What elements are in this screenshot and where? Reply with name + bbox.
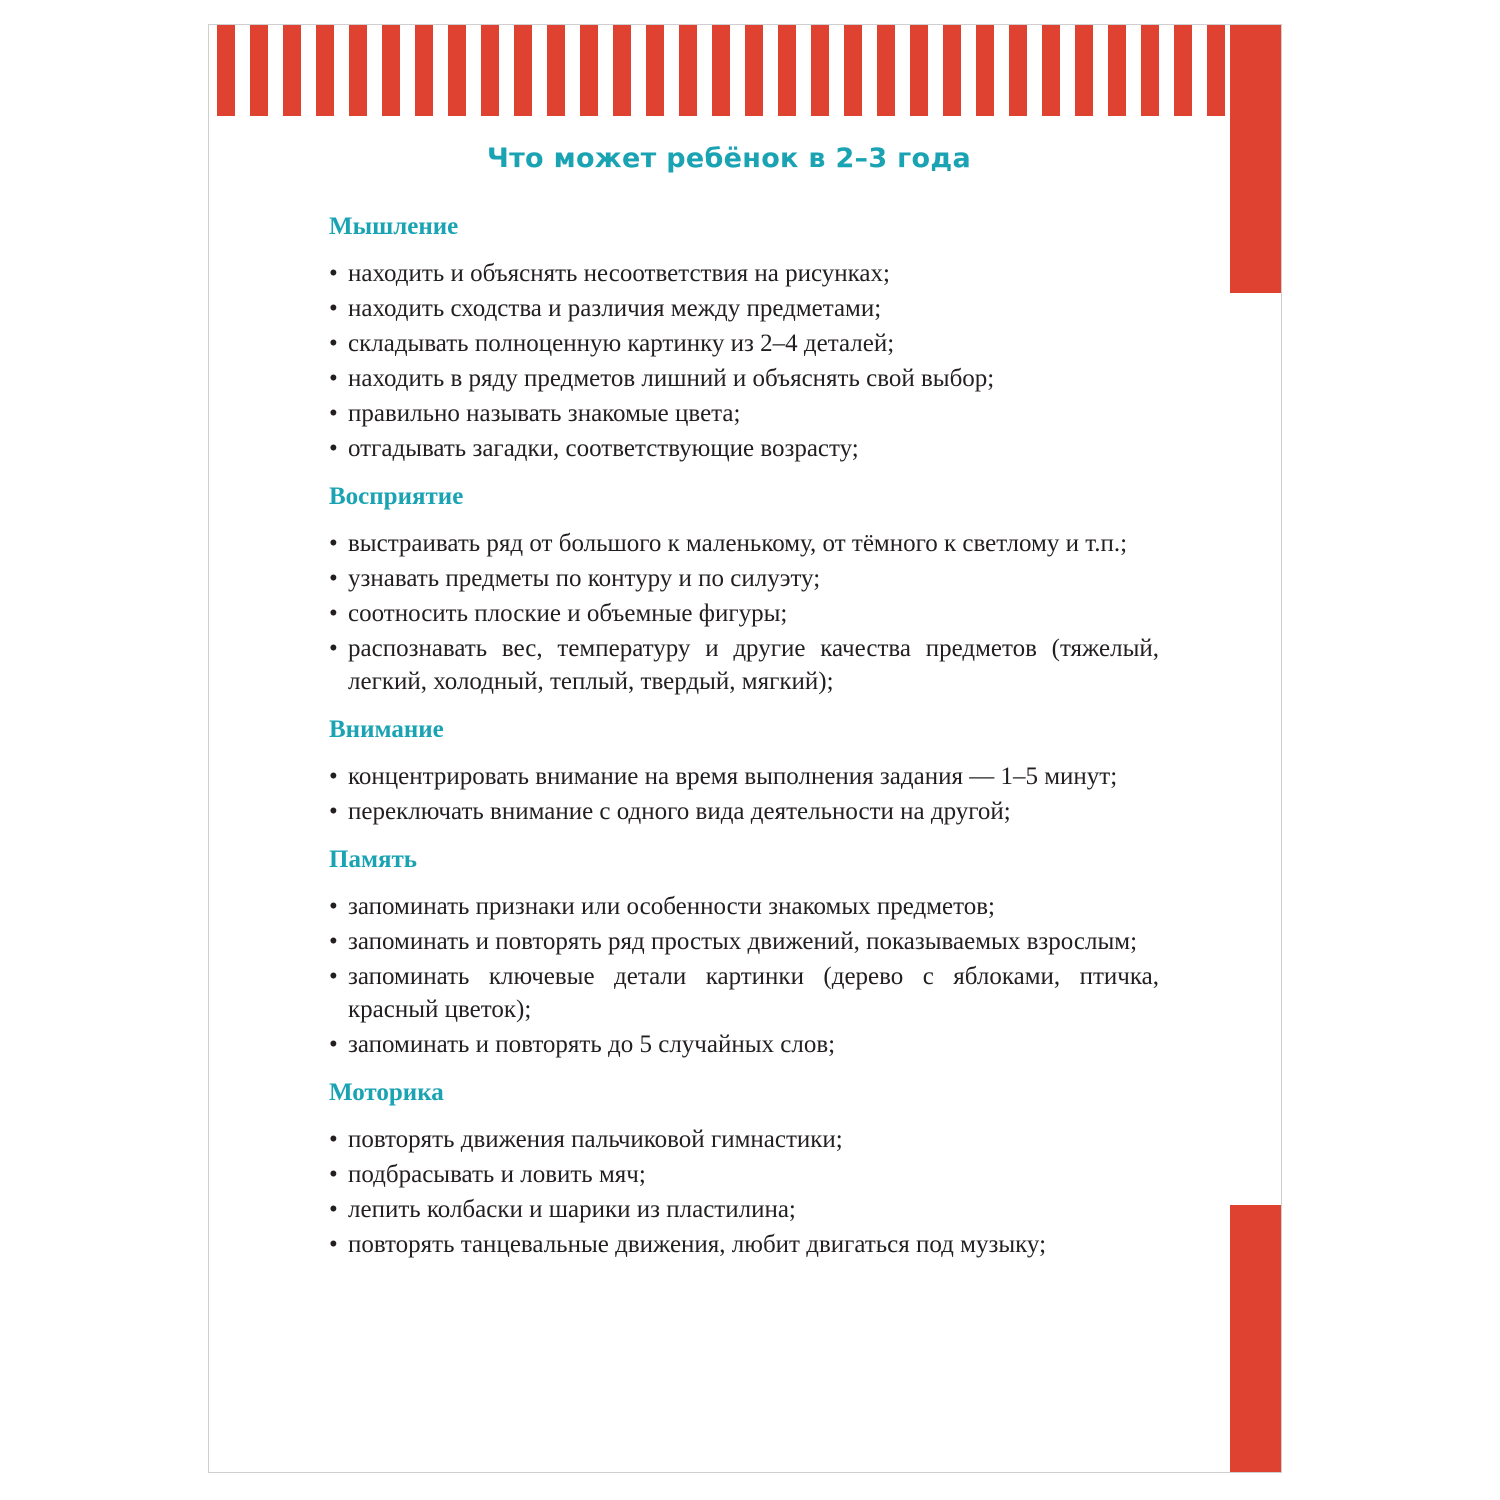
skill-list-item: • находить сходства и различия между предметами; [329, 292, 1159, 325]
side-bar-bottom-decoration [1230, 1205, 1281, 1473]
section-heading: Внимание [329, 716, 444, 743]
section-heading: Мышление [329, 213, 459, 240]
striped-header-decoration [217, 25, 1230, 116]
skill-list-item: • складывать полноценную картинку из 2–4 деталей; [329, 327, 1159, 360]
skill-list-item: • повторять танцевальные движения, любит двигаться под музыку; [329, 1228, 1159, 1261]
skill-list [329, 1123, 1159, 1261]
skill-list-item: • повторять движения пальчиковой гимнастики; [329, 1123, 1159, 1156]
skill-list-item: • лепить колбаски и шарики из пластилина; [329, 1193, 1159, 1226]
skill-list-item: • подбрасывать и ловить мяч; [329, 1158, 1159, 1191]
skill-list-item: • запоминать и повторять ряд простых движений, показываемых взрослым; [329, 925, 1159, 958]
skills-content [329, 207, 1159, 1273]
skill-list-item: • находить в ряду предметов лишний и объяснять свой выбор; [329, 362, 1159, 395]
skill-list-item: • правильно называть знакомые цвета; [329, 397, 1159, 430]
section-heading: Память [329, 846, 418, 873]
skill-list [329, 257, 1159, 465]
skill-list-item: • запоминать и повторять до 5 случайных слов; [329, 1028, 1159, 1061]
skill-list [329, 527, 1159, 698]
skill-list-item: • переключать внимание с одного вида деятельности на другой; [329, 795, 1159, 828]
skill-list-item: • отгадывать загадки, соответствующие возрасту; [329, 432, 1159, 465]
book-page [208, 24, 1282, 1473]
section-heading: Восприятие [329, 483, 464, 510]
skill-list-item: • концентрировать внимание на время выполнения задания — 1–5 минут; [329, 760, 1159, 793]
page-title: Что может ребёнок в 2–3 года [486, 143, 972, 174]
skill-list [329, 890, 1159, 1061]
skill-list-item: • находить и объяснять несоответствия на рисунках; [329, 257, 1159, 290]
skill-list [329, 760, 1159, 828]
skill-list-item: • запоминать ключевые детали картинки (дерево с яблоками, птичка, красный цветок); [329, 960, 1159, 1026]
skill-list-item: • распознавать вес, температуру и другие качества предметов (тяжелый, легкий, холодный, теплый, твердый, мягкий); [329, 632, 1159, 698]
skill-list-item: • запоминать признаки или особенности знакомых предметов; [329, 890, 1159, 923]
skill-list-item: • выстраивать ряд от большого к маленькому, от тёмного к светлому и т.п.; [329, 527, 1159, 560]
skill-list-item: • соотносить плоские и объемные фигуры; [329, 597, 1159, 630]
skill-list-item: • узнавать предметы по контуру и по силуэту; [329, 562, 1159, 595]
section-heading: Моторика [329, 1079, 444, 1106]
